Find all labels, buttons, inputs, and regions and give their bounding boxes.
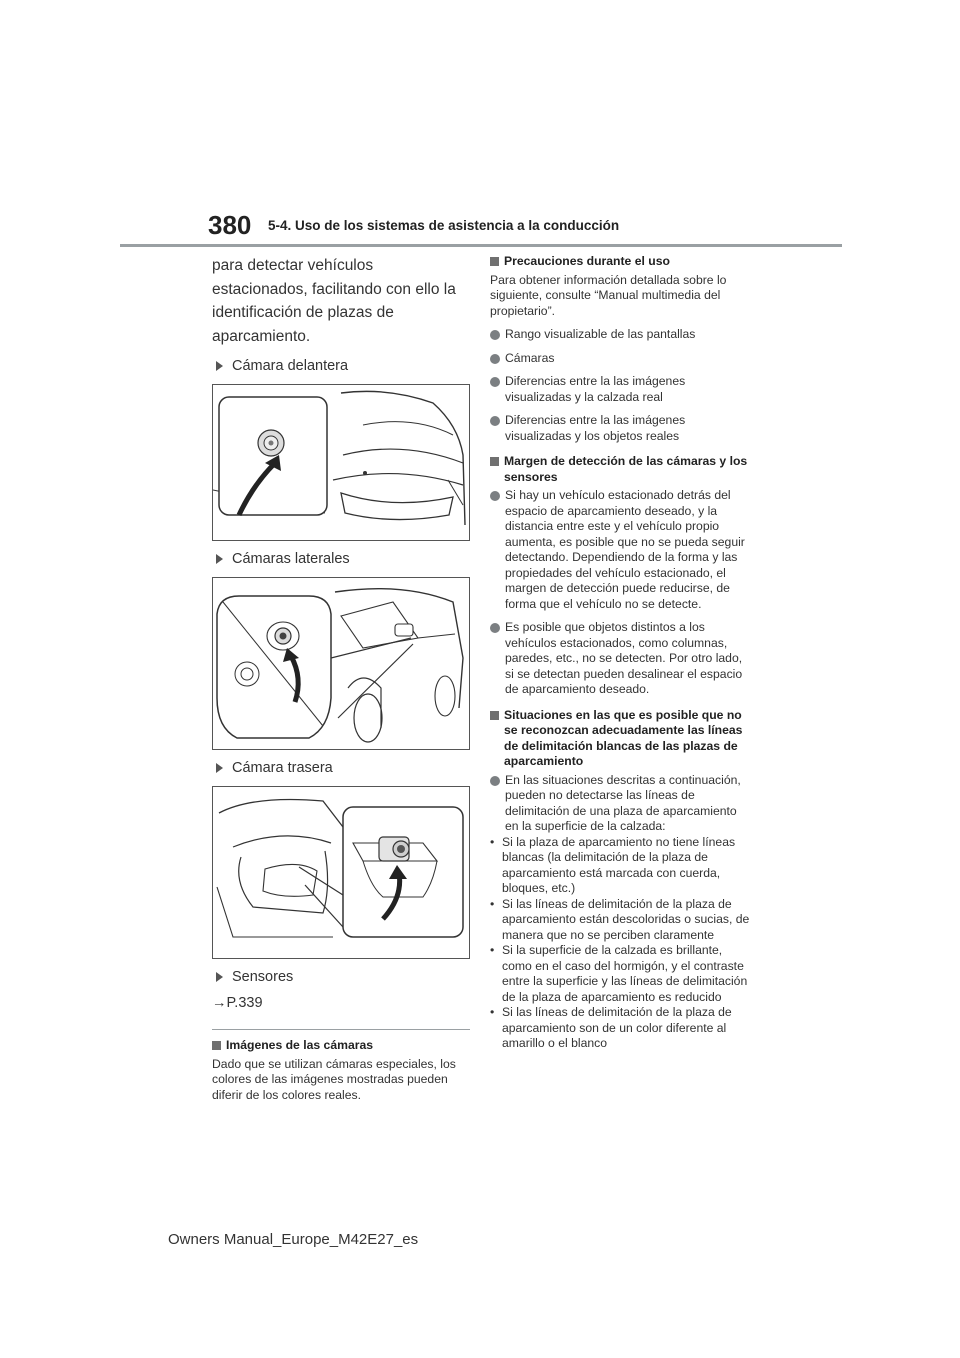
front-camera-illustration [213,385,469,540]
list-item: Si hay un vehículo estacionado detrás del espacio de aparcamiento deseado, y la distancia entre este y el vehículo propio aumenta, es posible que no se pueda seguir detectando. Dependiendo de la forma y las propiedades del vehículo estacionado, el margen de detección puede reducirse, de forma que el vehículo no se detecte. [490,488,752,612]
list-item: Diferencias entre la las imágenes visualizadas y los objetos reales [490,413,752,444]
bullet-dot-icon [490,416,500,426]
page-number: 380 [208,210,252,240]
intro-text: para detectar vehículos estacionados, facilitando con ello la identificación de plazas de aparcamiento. [212,257,456,345]
side-cameras-label-text: Cámaras laterales [232,551,350,568]
section-title: 5-4. Uso de los sistemas de asistencia a la conducción [268,218,620,233]
bullet-dot-icon [490,377,500,387]
precautions-text: Para obtener información detallada sobre lo siguiente, consulte “Manual multimedia del propietario”. [490,272,727,318]
header-rule [120,244,842,247]
front-camera-label [212,358,470,374]
precautions-heading: Precauciones durante el uso [490,254,752,270]
rear-camera-illustration [213,787,469,958]
triangle-bullet-icon [216,763,223,773]
images-text: Dado que se utilizan cámaras especiales, los colores de las imágenes mostradas pueden diferir de los colores reales. [212,1056,456,1102]
list-item: Es posible que objetos distintos a los vehículos estacionados, como columnas, paredes, etc., no se detecten. Por otro lado, si se detectan pueden desalinear el espacio de aparcamiento deseado. [490,620,752,698]
bullet-dot-icon [490,776,500,786]
sub-list-item: • Si las líneas de delimitación de la plaza de aparcamiento son de un color diferente al amarillo o el blanco [490,1005,732,1050]
triangle-bullet-icon [216,361,223,371]
side-cameras-figure [212,577,470,750]
rear-camera-label-text: Cámara trasera [232,760,333,777]
sensors-page-reference[interactable]: →P.339 [212,995,263,1012]
sub-list-item: • Si las líneas de delimitación de la plaza de aparcamiento están descoloridas o sucias, de manera que no se perciben claramente [490,896,750,942]
side-cameras-label [212,551,470,567]
left-column [212,254,470,1111]
list-item: En las situaciones descritas a continuación, pueden no detectarse las líneas de delimitación de una plaza de aparcamiento en la superficie de la calzada: [490,773,752,835]
sensors-label [212,969,470,985]
bullet-dot-icon [490,623,500,633]
list-item: Cámaras [490,351,752,367]
front-camera-figure [212,384,470,541]
list-item: Diferencias entre la las imágenes visualizadas y la calzada real [490,374,752,405]
triangle-bullet-icon [216,972,223,982]
front-camera-label-text: Cámara delantera [232,358,349,375]
bullet-dot-icon [490,330,500,340]
rear-camera-figure [212,786,470,959]
sub-list-item: • Si la superficie de la calzada es brillante, como en el caso del hormigón, y el contraste entre la superficie y las líneas de delimitación de la plaza de aparcamiento es reducido [490,943,748,1004]
list-item: Rango visualizable de las pantallas [490,327,752,343]
triangle-bullet-icon [216,554,223,564]
right-column [490,254,752,1052]
bullet-dot-icon [490,354,500,364]
footer-text: Owners Manual_Europe_M42E27_es [168,1231,419,1248]
margin-heading: Margen de detección de las cámaras y los sensores [490,454,752,485]
bullet-dot-icon [490,491,500,501]
sensors-label-text: Sensores [232,969,294,986]
left-divider [212,1029,470,1030]
rear-camera-label [212,760,470,776]
images-heading: Imágenes de las cámaras [212,1038,470,1054]
side-cameras-illustration [213,578,469,749]
lines-heading: Situaciones en las que es posible que no se reconozcan adecuadamente las líneas de delimitación blancas de las plazas de aparcamiento [490,708,752,770]
sub-list-item: • Si la plaza de aparcamiento no tiene líneas blancas (la delimitación de la plaza de aparcamiento está marcada con cuerda, bloques, etc.) [490,834,736,895]
